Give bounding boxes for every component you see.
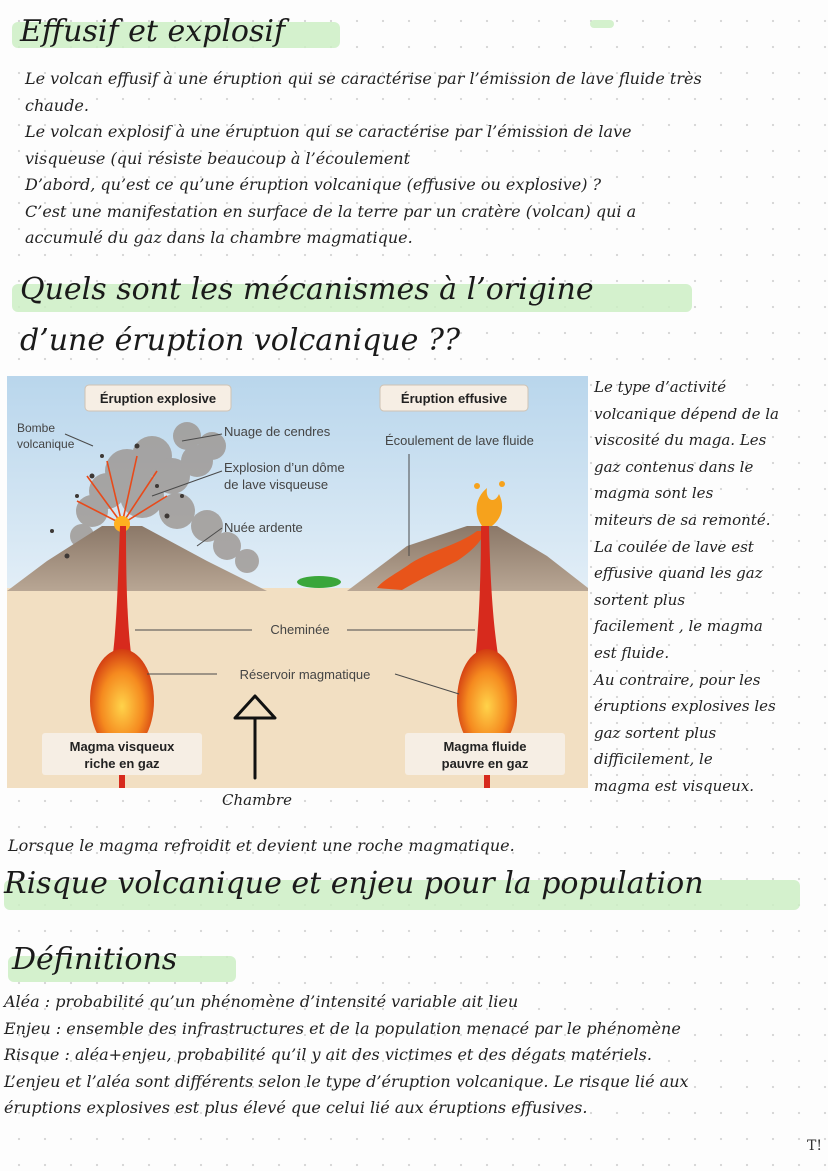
text-line: gaz sortent plus xyxy=(594,723,717,742)
text-line: effusive quand les gaz xyxy=(594,564,763,583)
green-area xyxy=(297,576,341,588)
definition-risque: Risque : aléa+enjeu, probabilité qu’il y ait des victimes et des dégats matériels. xyxy=(4,1045,652,1064)
text-line: L’enjeu et l’aléa sont différents selon le type d’éruption volcanique. Le risque lié aux xyxy=(4,1071,689,1091)
text-line: volcanique dépend de la xyxy=(594,404,779,423)
text-line: magma sont les xyxy=(594,484,714,503)
text-line: Au contraire, pour les xyxy=(594,670,761,689)
text-line: est fluide. xyxy=(594,643,670,662)
volcano-eruption-diagram xyxy=(7,376,588,788)
highlight-mark xyxy=(590,20,614,28)
refroidissement-sentence: Lorsque le magma refroidit et devient une roche magmatique. xyxy=(8,836,515,855)
label-nuage-cendres: Nuage de cendres xyxy=(224,424,331,439)
subtitle-definitions: Définitions xyxy=(12,942,178,977)
text-line: Le volcan explosif à une éruptuon qui se caractérise par l’émission de lave xyxy=(25,122,632,141)
text-line: chaude. xyxy=(25,95,89,115)
text-line: D’abord, qu’est ce qu’une éruption volcanique (effusive ou explosive) ? xyxy=(25,175,602,194)
section-title-effusif-explosif: Effusif et explosif xyxy=(20,14,286,49)
label-cheminee: Cheminée xyxy=(270,622,330,637)
label-lave-visqueuse: de lave visqueuse xyxy=(224,477,329,492)
label-explosion-dome: Explosion d’un dôme xyxy=(224,460,345,475)
text-line: gaz contenus dans le xyxy=(594,457,754,476)
section-title-risque: Risque volcanique et enjeu pour la population xyxy=(4,866,704,901)
label-volcanique: volcanique xyxy=(17,437,75,451)
text-line: éruptions explosives est plus élevé que celui lié aux éruptions effusives. xyxy=(4,1098,588,1117)
text-line: visqueuse (qui résiste beaucoup à l’écoulement xyxy=(25,148,411,168)
text-line: La coulée de lave est xyxy=(594,537,754,556)
definition-alea: Aléa : probabilité qu’un phénomène d’intensité variable ait lieu xyxy=(4,992,519,1011)
label-eruption-explosive: Éruption explosive xyxy=(99,391,217,406)
section-title-mecanismes-line2: d’une éruption volcanique ?? xyxy=(20,323,461,358)
text-line: éruptions explosives les xyxy=(594,697,776,716)
text-line: accumulé du gaz dans la chambre magmatique. xyxy=(25,228,413,247)
text-line: facilement , le magma xyxy=(594,617,763,636)
page-mark: T! xyxy=(807,1138,822,1154)
text-line: sortent plus xyxy=(594,590,686,609)
definitions-paragraph xyxy=(4,989,689,1122)
label-bombe: Bombe xyxy=(17,421,56,435)
label-eruption-effusive: Éruption effusive xyxy=(400,391,508,406)
text-line: Le type d’activité xyxy=(594,378,727,396)
text-line: viscosité du maga. Les xyxy=(594,431,767,450)
label-magma-visqueux: Magma visqueux xyxy=(69,739,175,754)
label-magma-fluide: Magma fluide xyxy=(443,739,527,754)
label-reservoir: Réservoir magmatique xyxy=(239,667,371,682)
definition-enjeu: Enjeu : ensemble des infrastructures et de la population menacé par le phénomène xyxy=(4,1018,681,1038)
text-line: miteurs de sa remonté. xyxy=(594,510,771,529)
label-riche-en-gaz: riche en gaz xyxy=(84,756,160,771)
label-pauvre-en-gaz: pauvre en gaz xyxy=(441,756,529,771)
section-title-mecanismes-line1: Quels sont les mécanismes à l’origine xyxy=(20,272,594,307)
text-line: magma est visqueux. xyxy=(594,776,755,795)
text-line: Le volcan effusif à une éruption qui se caractérise par l’émission de lave fluide très xyxy=(25,69,702,88)
side-explanation xyxy=(594,374,779,800)
text-line: difficilement, le xyxy=(594,750,713,769)
label-nuee-ardente: Nuée ardente xyxy=(224,520,303,535)
text-line: C’est une manifestation en surface de la terre par un cratère (volcan) qui a xyxy=(25,201,637,221)
intro-paragraph xyxy=(25,66,702,252)
arrow-annotation-chambre: Chambre xyxy=(222,791,292,809)
label-ecoulement-lave: Écoulement de lave fluide xyxy=(385,433,534,448)
